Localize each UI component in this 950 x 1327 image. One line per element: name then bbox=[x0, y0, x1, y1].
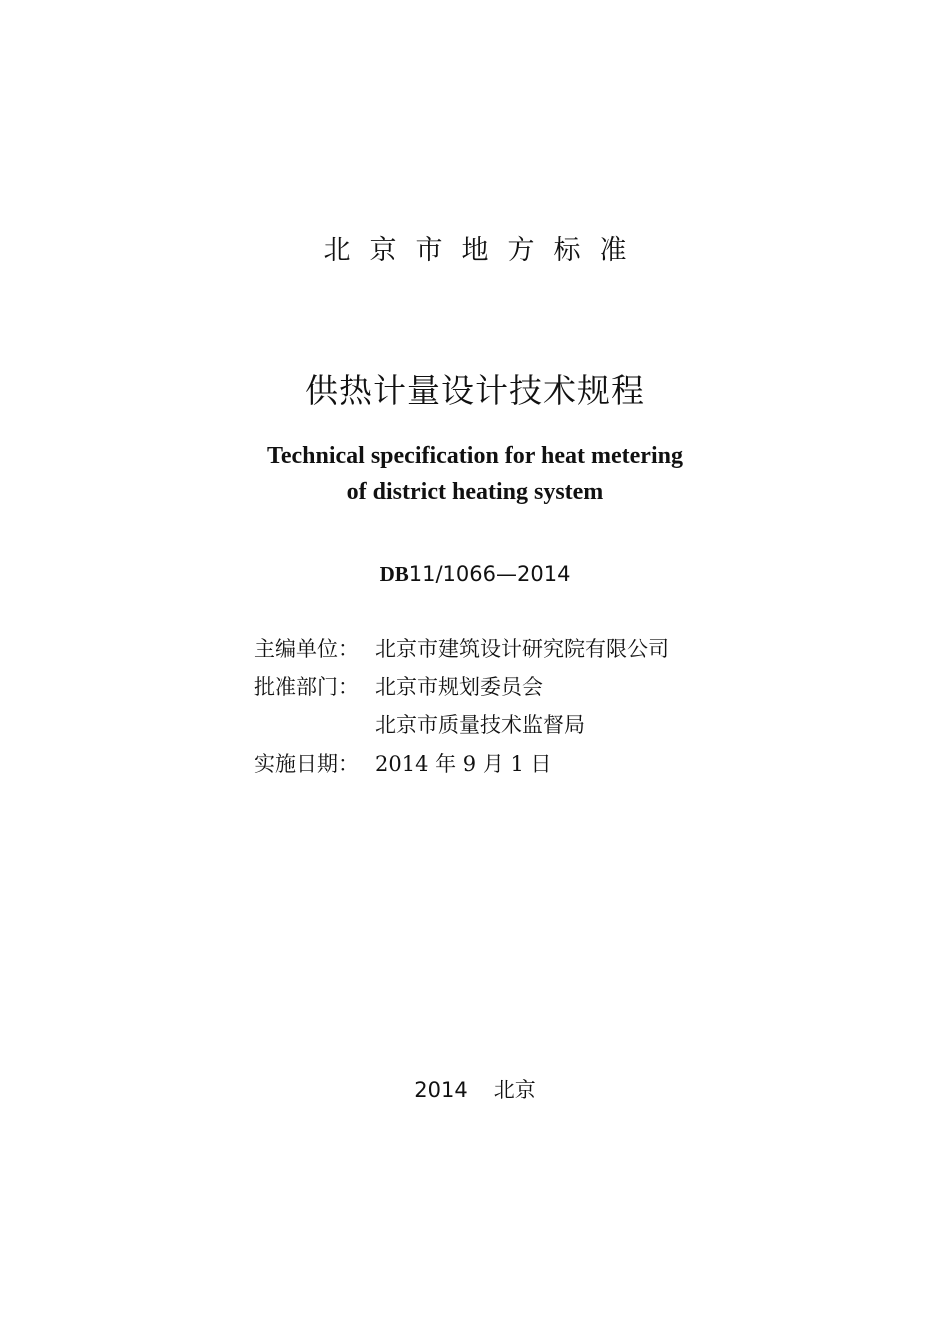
approval-value-1: 北京市规划委员会 bbox=[375, 675, 543, 699]
approval-value-2: 北京市质量技术监督局 bbox=[375, 713, 585, 737]
publication-city: 北京 bbox=[493, 1078, 536, 1102]
approval-label: 批准部门： bbox=[254, 675, 359, 699]
document-title-english bbox=[0, 438, 950, 510]
editor-label: 主编单位： bbox=[254, 637, 359, 661]
publication-year: 2014 bbox=[414, 1078, 468, 1102]
effective-date-value: 2014 年 9 月 1 日 bbox=[375, 752, 552, 776]
standard-type-heading: 北京市地方标准 bbox=[323, 235, 646, 266]
standard-number-rest: 11/1066—2014 bbox=[408, 562, 571, 586]
standard-number-prefix: DB bbox=[379, 562, 409, 586]
english-title-line-2: of district heating system bbox=[346, 479, 604, 505]
document-title-chinese: 供热计量设计技术规程 bbox=[305, 371, 645, 410]
standard-number bbox=[0, 562, 950, 587]
effective-date-label: 实施日期： bbox=[254, 752, 359, 776]
publication-footer bbox=[0, 1074, 950, 1104]
editor-value: 北京市建筑设计研究院有限公司 bbox=[375, 637, 669, 661]
english-title-line-1: Technical specification for heat metering bbox=[267, 443, 683, 469]
